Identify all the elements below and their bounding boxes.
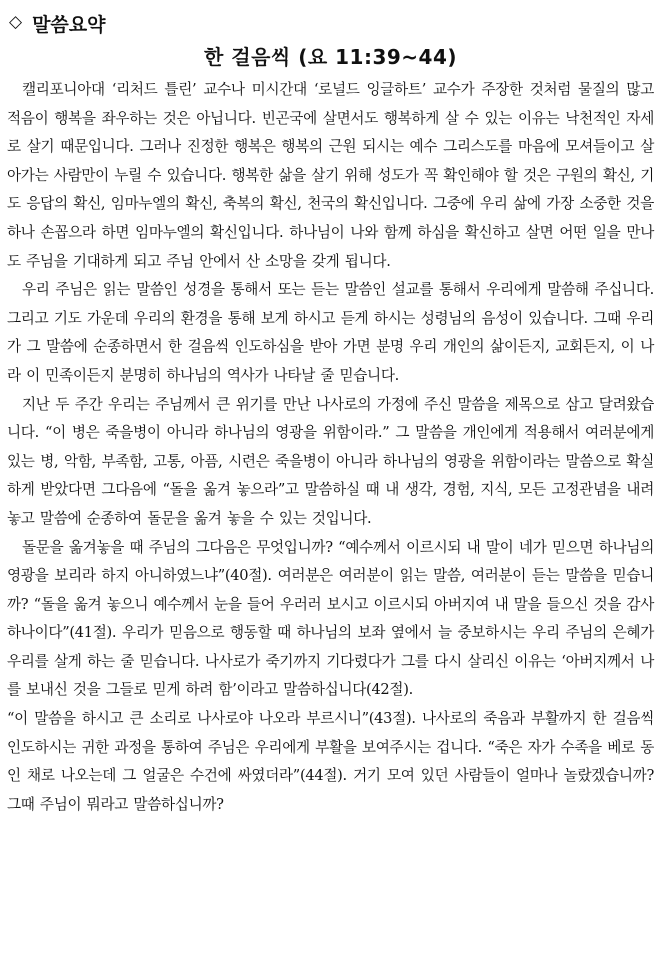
paragraph: 지난 두 주간 우리는 주님께서 큰 위기를 만난 나사로의 가정에 주신 말씀을 제목으로 삼고 달려왔습니다. “이 병은 죽을병이 아니라 하나님의 영광을 위함이라.” 그 말씀을 개인에게 적용해서 여러분에게 있는 병, 악함, 부족함, 고통, 아픔, 시련은 죽을병이 아니라 하나님의 영광을 위함이라는 말씀으로 확실하게 받았다면 그다음에 “돌을 옮겨 놓으라”고 말씀하실 때 내 생각, 경험, 지식, 모든 고정관념을 내려놓고 말씀에 순종하여 돌문을 옮겨 놓을 수 있는 것입니다. (7, 395, 654, 527)
section-header (9, 8, 654, 38)
sermon-title: 한 걸음씩 (요 11:39~44) (203, 45, 458, 69)
paragraph: “이 말씀을 하시고 큰 소리로 나사로야 나오라 부르시니”(43절). 나사로의 죽음과 부활까지 한 걸음씩 인도하시는 귀한 과정을 통하여 주님은 우리에게 부활을 보여주시는 겁니다. “죽은 자가 수족을 베로 동인 채로 나오는데 그 얼굴은 수건에 싸였더라”(44절). 거기 모여 있던 사람들이 얼마나 놀랐겠습니까? 그때 주님이 뭐라고 말씀하십니까? (7, 710, 654, 813)
paragraph: 캘리포니아대 ‘리처드 틀린’ 교수나 미시간대 ‘로널드 잉글하트’ 교수가 주장한 것처럼 물질의 많고 적음이 행복을 좌우하는 것은 아닙니다. 빈곤국에 살면서도 행복하게 살 수 있는 이유는 낙천적인 자세로 살기 때문입니다. 그러나 진정한 행복은 행복의 근원 되시는 예수 그리스도를 마음에 모셔들이고 살아가는 사람만이 누릴 수 있습니다. 행복한 삶을 살기 위해 성도가 꼭 확인해야 할 것은 구원의 확신, 기도 응답의 확신, 임마누엘의 확신, 축복의 확신, 천국의 확신입니다. 그중에 우리 삶에 가장 소중한 것을 하나 손꼽으라 하면 임마누엘의 확신입니다. 하나님이 나와 함께 하심을 확신하고 살면 어떤 일을 만나도 주님을 기대하게 되고 주님 안에서 산 소망을 갖게 됩니다. (7, 81, 654, 270)
sermon-body (7, 76, 654, 819)
paragraph: 우리 주님은 읽는 말씀인 성경을 통해서 또는 듣는 말씀인 설교를 통해서 우리에게 말씀해 주십니다. 그리고 기도 가운데 우리의 환경을 통해 보게 하시고 듣게 하시는 성령님의 음성이 있습니다. 그때 우리가 그 말씀에 순종하면서 한 걸음씩 인도하심을 받아 가면 분명 우리 개인의 삶이든지, 교회든지, 이 나라 이 민족이든지 분명히 하나님의 역사가 나타날 줄 믿습니다. (7, 281, 654, 384)
paragraph: 돌문을 옮겨놓을 때 주님의 그다음은 무엇입니까? “예수께서 이르시되 내 말이 네가 믿으면 하나님의 영광을 보리라 하지 아니하였느냐”(40절). 여러분은 여러분이 읽는 말씀, 여러분이 듣는 말씀을 믿습니까? “돌을 옮겨 놓으니 예수께서 눈을 들어 우러러 보시고 이르시되 아버지여 내 말을 들으신 것을 감사하나이다”(41절). 우리가 믿음으로 행동할 때 하나님의 보좌 옆에서 늘 중보하시는 우리 주님의 은혜가 우리를 살게 하는 줄 믿습니다. 나사로가 죽기까지 기다렸다가 그를 다시 살리신 이유는 ‘아버지께서 나를 보내신 것을 그들로 믿게 하려 함’이라고 말씀하십니다(42절). (7, 538, 654, 699)
diamond-outline-icon: ◇ (9, 12, 23, 32)
section-label: 말씀요약 (32, 13, 106, 36)
